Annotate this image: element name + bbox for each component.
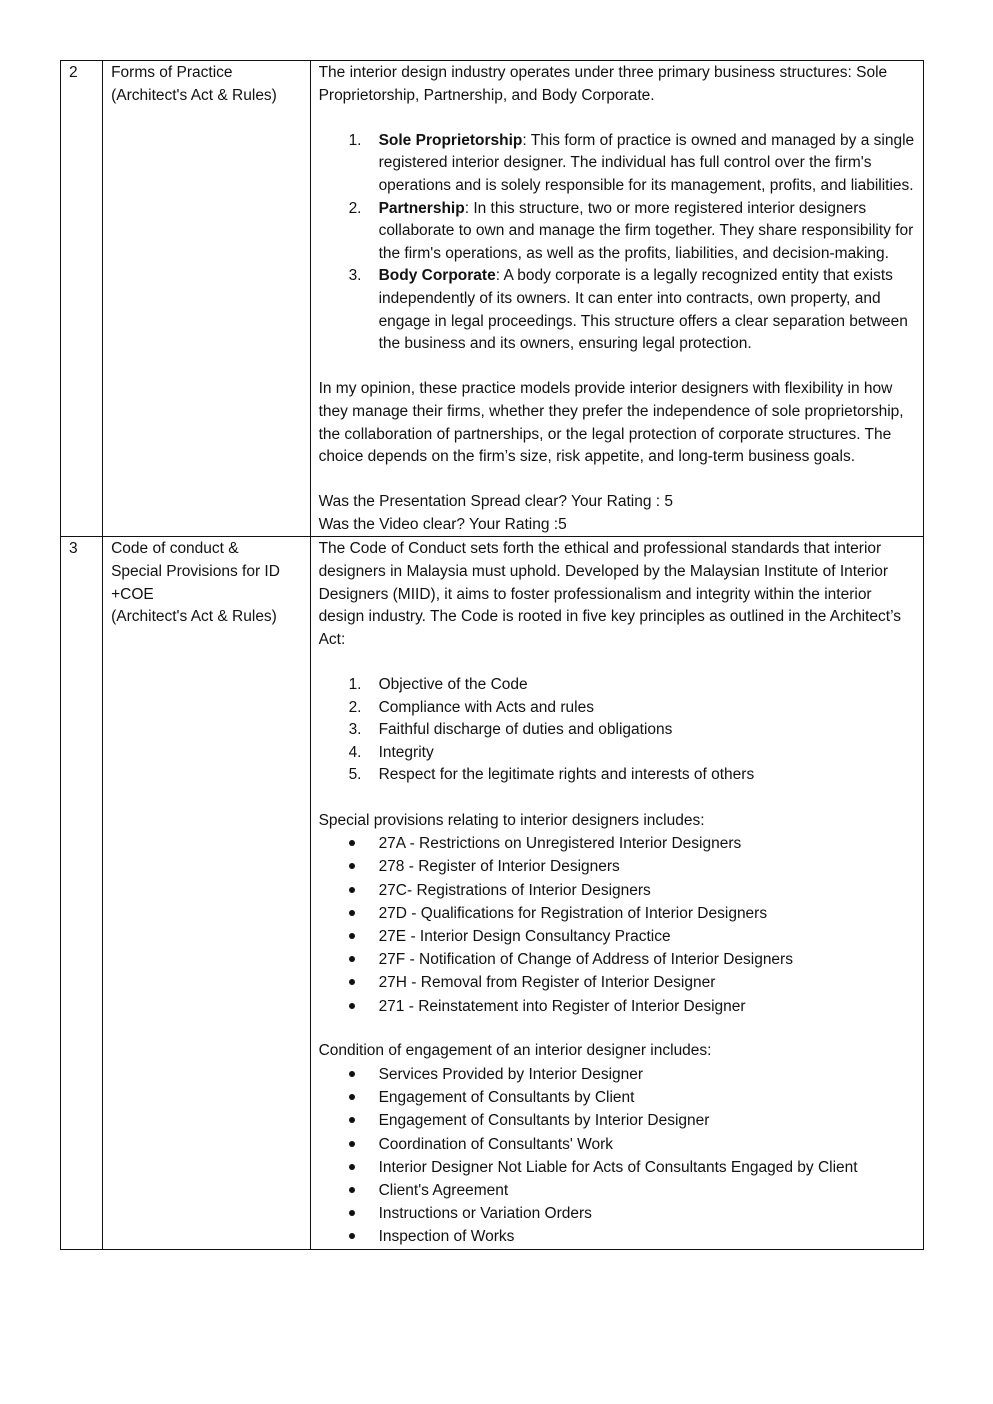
practice-text: : In this structure, two or more registered interior designers collaborate to own and manage the firm together. They share responsibility for the firm's operations, as well as the profits, liabilities, and decision-making. (378, 199, 914, 262)
bullet-icon (349, 1233, 355, 1239)
bullet-icon (349, 1164, 355, 1170)
topic-line: Special Provisions for ID (111, 563, 280, 581)
list-item (379, 995, 915, 1018)
practice-text: : This form of practice is owned and managed by a single registered interior designer. The individual has full control over the firm's operations and is solely responsible for its management, profits, and liabilities. (378, 131, 915, 194)
list-item (348, 719, 915, 742)
list-item-text: 271 - Reinstatement into Register of Interior Designer (378, 997, 746, 1015)
principle-text: Objective of the Code (378, 676, 528, 694)
row-topic (103, 61, 310, 537)
list-item (379, 832, 915, 855)
bullet-icon (349, 863, 355, 869)
list-item (348, 764, 915, 787)
table-row (61, 537, 924, 1249)
list-item (379, 1179, 915, 1202)
principles-list (319, 674, 915, 787)
list-item-text: 27A - Restrictions on Unregistered Interior Designers (378, 835, 742, 853)
list-item (348, 697, 915, 720)
bullet-icon (349, 956, 355, 962)
list-item-text: Inspection of Works (378, 1228, 515, 1246)
row-content (310, 537, 923, 1249)
list-marker: 4. (348, 743, 362, 761)
row-number: 3 (61, 537, 103, 1249)
list-item-text: 278 - Register of Interior Designers (378, 858, 620, 876)
list-item (379, 948, 915, 971)
engagement-heading: Condition of engagement of an interior designer includes: (318, 1042, 712, 1060)
list-item-text: Client's Agreement (378, 1182, 509, 1200)
list-marker: 5. (348, 766, 362, 784)
bullet-icon (349, 1094, 355, 1100)
bullet-icon (349, 1003, 355, 1009)
list-item (348, 265, 915, 355)
principle-text: Compliance with Acts and rules (378, 698, 594, 716)
list-item-text: 27F - Notification of Change of Address of Interior Designers (378, 951, 793, 969)
list-item (379, 879, 915, 902)
list-item-text: Engagement of Consultants by Interior Designer (378, 1112, 710, 1130)
opinion-paragraph: In my opinion, these practice models provide interior designers with flexibility in how they manage their firms, whether they prefer the independence of sole proprietorship, the collaboration of partnerships, or the legal protection of corporate structures. The choice depends on the firm’s size, risk appetite, and long-term business goals. (318, 380, 904, 466)
row-number: 2 (61, 61, 103, 537)
bullet-icon (349, 887, 355, 893)
practice-term: Sole Proprietorship (378, 131, 523, 149)
list-item (379, 1086, 915, 1109)
table-row (61, 61, 924, 537)
list-item (348, 674, 915, 697)
bullet-icon (349, 1141, 355, 1147)
practice-list (319, 130, 915, 356)
list-item (379, 1063, 915, 1086)
topic-line: +COE (111, 585, 154, 603)
list-item (348, 130, 915, 198)
list-item (379, 1156, 915, 1179)
special-provisions-list (319, 832, 915, 1018)
list-marker: 1. (348, 131, 362, 149)
practice-term: Partnership (378, 199, 465, 217)
bullet-icon (349, 933, 355, 939)
list-item (379, 855, 915, 878)
list-item (379, 902, 915, 925)
special-provisions-heading: Special provisions relating to interior designers includes: (318, 811, 705, 829)
practice-table (60, 60, 924, 1250)
row-topic (103, 537, 310, 1249)
list-item-text: 27D - Qualifications for Registration of Interior Designers (378, 904, 768, 922)
intro-paragraph: The Code of Conduct sets forth the ethical and professional standards that interior designers in Malaysia must uphold. Developed by the Malaysian Institute of Interior Designers (MIID), it aims to foster professionalism and integrity within the interior design industry. The Code is rooted in five key principles as outlined in the Architect’s Act: (318, 540, 901, 648)
list-item (348, 198, 915, 266)
list-item (379, 1133, 915, 1156)
list-marker: 3. (348, 267, 362, 285)
list-item-text: Coordination of Consultants' Work (378, 1135, 613, 1153)
list-item (379, 1202, 915, 1225)
list-marker: 2. (348, 199, 362, 217)
list-marker: 1. (348, 676, 362, 694)
topic-line: (Architect's Act & Rules) (111, 86, 277, 104)
topic-line: (Architect's Act & Rules) (111, 608, 277, 626)
list-item (379, 971, 915, 994)
intro-paragraph: The interior design industry operates under three primary business structures: Sole Proprietorship, Partnership, and Body Corporate. (318, 64, 888, 104)
bullet-icon (349, 1117, 355, 1123)
bullet-icon (349, 1071, 355, 1077)
list-item-text: 27E - Interior Design Consultancy Practice (378, 928, 671, 945)
bullet-icon (349, 1187, 355, 1193)
list-item-text: Interior Designer Not Liable for Acts of Consultants Engaged by Client (378, 1158, 858, 1176)
list-item-text: 27H - Removal from Register of Interior Designer (378, 974, 716, 992)
list-item-text: 27C- Registrations of Interior Designers (378, 881, 651, 899)
list-item-text: Engagement of Consultants by Client (378, 1089, 635, 1107)
topic-line: Code of conduct & (111, 540, 239, 558)
list-marker: 3. (348, 721, 362, 739)
practice-term: Body Corporate (378, 267, 496, 285)
principle-text: Faithful discharge of duties and obligations (378, 721, 673, 739)
list-marker: 2. (348, 698, 362, 716)
bullet-icon (349, 979, 355, 985)
principle-text: Integrity (378, 743, 434, 761)
list-item (379, 1225, 915, 1248)
rating-video: Was the Video clear? Your Rating :5 (318, 515, 567, 533)
bullet-icon (349, 840, 355, 846)
engagement-list (319, 1063, 915, 1249)
rating-presentation: Was the Presentation Spread clear? Your Rating : 5 (318, 493, 673, 511)
list-item (348, 742, 915, 765)
bullet-icon (349, 1210, 355, 1216)
list-item (379, 1109, 915, 1132)
list-item-text: Services Provided by Interior Designer (378, 1066, 644, 1083)
principle-text: Respect for the legitimate rights and interests of others (378, 766, 755, 784)
row-content (310, 61, 923, 537)
list-item (379, 925, 915, 948)
list-item-text: Instructions or Variation Orders (378, 1205, 592, 1223)
practice-text: : A body corporate is a legally recognized entity that exists independently of its owners. It can enter into contracts, own property, and engage in legal proceedings. This structure offers a clear separation between the business and its owners, ensuring legal protection. (378, 267, 908, 353)
bullet-icon (349, 910, 355, 916)
topic-line: Forms of Practice (111, 64, 233, 81)
